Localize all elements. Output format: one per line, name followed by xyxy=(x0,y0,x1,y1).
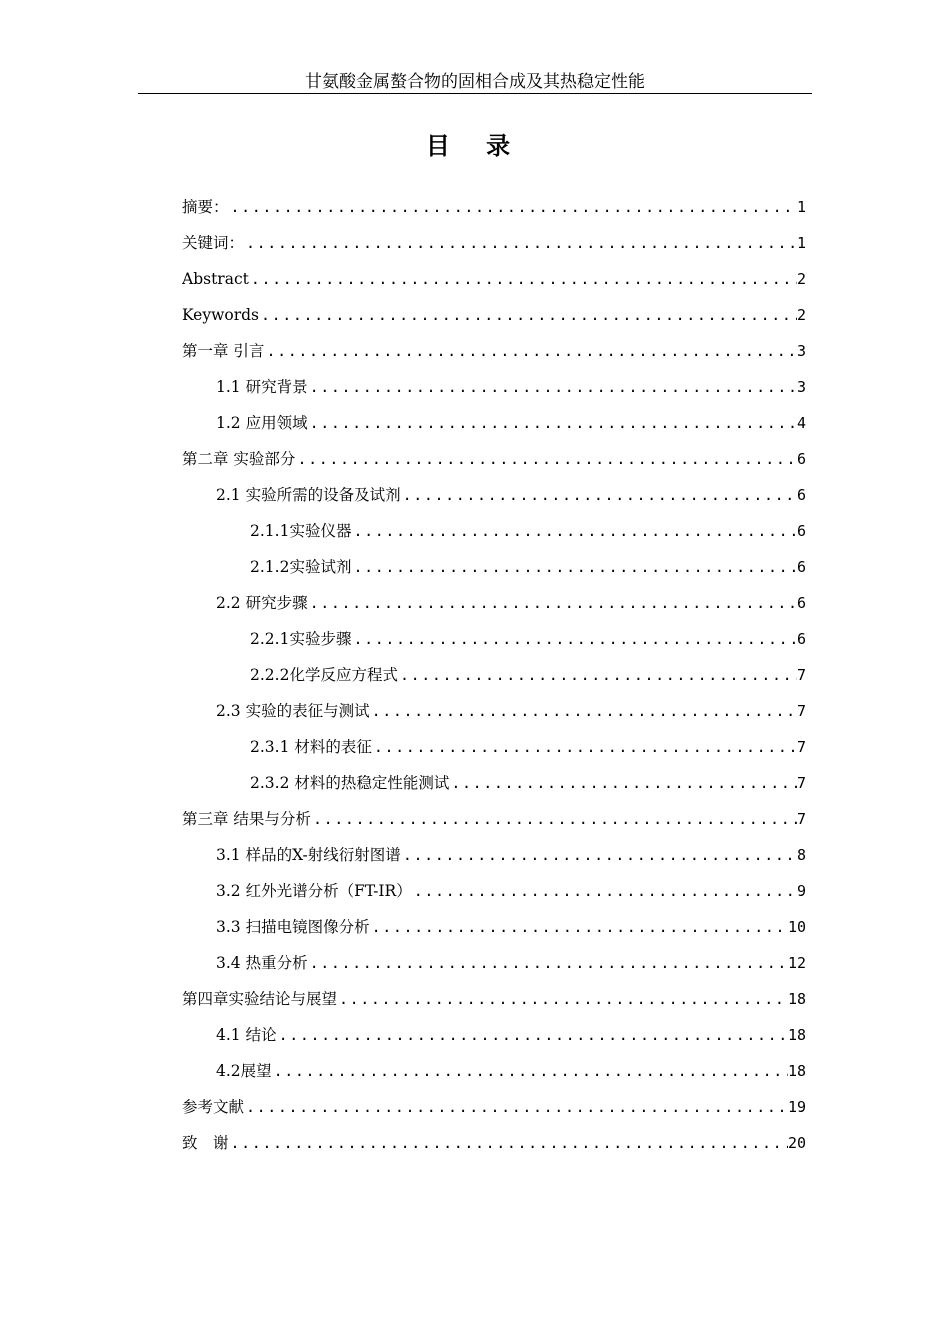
toc-entry[interactable] xyxy=(182,1125,806,1161)
toc-leader-dots xyxy=(351,549,797,585)
toc-entry-label: 2.3.1 材料的表征 xyxy=(250,738,372,756)
toc-entry-label: 2.2 研究步骤 xyxy=(216,594,308,612)
toc-entry[interactable] xyxy=(182,585,806,621)
toc-leader-dots xyxy=(449,765,797,801)
toc-entry[interactable] xyxy=(182,441,806,477)
toc-entry-label: 关键词： xyxy=(182,234,245,252)
toc-entry[interactable] xyxy=(182,1089,806,1125)
toc-leader-dots xyxy=(259,297,797,333)
toc-leader-dots xyxy=(264,333,797,369)
toc-leader-dots xyxy=(244,225,797,261)
toc-entry-page-number: 2 xyxy=(796,270,806,288)
toc-entry-page-number: 7 xyxy=(796,774,806,792)
toc-entry-label: 致 谢 xyxy=(182,1134,229,1152)
running-header: 甘氨酸金属螯合物的固相合成及其热稳定性能 xyxy=(305,72,645,92)
toc-entry-label: 3.1 样品的X-射线衍射图谱 xyxy=(216,846,401,864)
header-rule xyxy=(138,93,812,94)
toc-entry[interactable] xyxy=(182,225,806,261)
toc-entry-page-number: 1 xyxy=(796,198,806,216)
toc-entry-page-number: 7 xyxy=(796,702,806,720)
toc-leader-dots xyxy=(308,945,788,981)
toc-entry-page-number: 3 xyxy=(796,378,806,396)
toc-leader-dots xyxy=(244,1089,788,1125)
toc-entry-label: 第二章 实验部分 xyxy=(182,450,296,468)
toc-leader-dots xyxy=(370,909,788,945)
toc-entry-page-number: 19 xyxy=(787,1098,806,1116)
toc-entry-page-number: 18 xyxy=(787,1062,806,1080)
toc-leader-dots xyxy=(308,405,797,441)
toc-entry-page-number: 6 xyxy=(796,486,806,504)
toc-leader-dots xyxy=(308,369,797,405)
toc-entry[interactable] xyxy=(182,981,806,1017)
toc-entry[interactable] xyxy=(182,729,806,765)
toc-entry-label: 参考文献 xyxy=(182,1098,245,1116)
toc-leader-dots xyxy=(337,981,788,1017)
toc-entry-page-number: 6 xyxy=(796,594,806,612)
toc-leader-dots xyxy=(351,513,797,549)
toc-entry-label: Keywords xyxy=(182,306,259,324)
toc-leader-dots xyxy=(401,837,797,873)
toc-leader-dots xyxy=(229,189,797,225)
toc-entry[interactable] xyxy=(182,549,806,585)
toc-entry[interactable] xyxy=(182,297,806,333)
toc-entry[interactable] xyxy=(182,189,806,225)
toc-leader-dots xyxy=(401,477,797,513)
toc-entry-page-number: 8 xyxy=(796,846,806,864)
toc-leader-dots xyxy=(398,657,797,693)
toc-entry[interactable] xyxy=(182,333,806,369)
toc-entry-label: 2.1 实验所需的设备及试剂 xyxy=(216,486,401,504)
toc-entry[interactable] xyxy=(182,873,806,909)
toc-leader-dots xyxy=(308,585,797,621)
toc-entry-page-number: 12 xyxy=(787,954,806,972)
toc-entry-page-number: 4 xyxy=(796,414,806,432)
toc-entry[interactable] xyxy=(182,405,806,441)
toc-entry-page-number: 6 xyxy=(796,522,806,540)
toc-leader-dots xyxy=(249,261,797,297)
toc-entry[interactable] xyxy=(182,369,806,405)
toc-entry-label: 第四章实验结论与展望 xyxy=(182,990,338,1008)
toc-entry-page-number: 6 xyxy=(796,450,806,468)
toc-entry-page-number: 1 xyxy=(796,234,806,252)
toc-entry[interactable] xyxy=(182,801,806,837)
toc-entry[interactable] xyxy=(182,513,806,549)
toc-entry-label: 第三章 结果与分析 xyxy=(182,810,311,828)
toc-entry-page-number: 10 xyxy=(787,918,806,936)
toc-entry-label: 2.1.1实验仪器 xyxy=(250,522,352,540)
toc-entry-page-number: 20 xyxy=(787,1134,806,1152)
table-of-contents xyxy=(182,189,806,1161)
page-title: 目 录 xyxy=(425,132,525,160)
toc-entry[interactable] xyxy=(182,1017,806,1053)
toc-entry-page-number: 7 xyxy=(796,666,806,684)
toc-entry-page-number: 6 xyxy=(796,630,806,648)
toc-entry-label: 3.2 红外光谱分析（FT-IR） xyxy=(216,882,412,900)
toc-entry[interactable] xyxy=(182,621,806,657)
toc-entry[interactable] xyxy=(182,261,806,297)
toc-entry-label: Abstract xyxy=(182,270,249,288)
toc-entry[interactable] xyxy=(182,945,806,981)
toc-entry-page-number: 3 xyxy=(796,342,806,360)
toc-entry-page-number: 7 xyxy=(796,810,806,828)
toc-entry-page-number: 6 xyxy=(796,558,806,576)
toc-entry-page-number: 2 xyxy=(796,306,806,324)
toc-entry-label: 摘要： xyxy=(182,198,229,216)
toc-leader-dots xyxy=(372,729,797,765)
toc-entry-label: 1.2 应用领域 xyxy=(216,414,308,432)
toc-entry-label: 2.2.2化学反应方程式 xyxy=(250,666,398,684)
toc-entry-label: 4.1 结论 xyxy=(216,1026,277,1044)
toc-leader-dots xyxy=(277,1017,788,1053)
toc-entry-label: 第一章 引言 xyxy=(182,342,265,360)
toc-entry-label: 3.3 扫描电镜图像分析 xyxy=(216,918,370,936)
toc-leader-dots xyxy=(351,621,797,657)
toc-leader-dots xyxy=(370,693,797,729)
toc-entry[interactable] xyxy=(182,657,806,693)
toc-entry-page-number: 9 xyxy=(796,882,806,900)
toc-entry-label: 3.4 热重分析 xyxy=(216,954,308,972)
toc-entry-page-number: 18 xyxy=(787,990,806,1008)
toc-leader-dots xyxy=(272,1053,788,1089)
toc-leader-dots xyxy=(311,801,797,837)
toc-entry-label: 2.1.2实验试剂 xyxy=(250,558,352,576)
toc-entry-page-number: 18 xyxy=(787,1026,806,1044)
toc-entry-label: 2.2.1实验步骤 xyxy=(250,630,352,648)
toc-entry[interactable] xyxy=(182,909,806,945)
toc-entry[interactable] xyxy=(182,765,806,801)
toc-leader-dots xyxy=(229,1125,788,1161)
toc-entry[interactable] xyxy=(182,1053,806,1089)
toc-leader-dots xyxy=(295,441,797,477)
toc-entry-label: 1.1 研究背景 xyxy=(216,378,308,396)
toc-entry[interactable] xyxy=(182,837,806,873)
toc-leader-dots xyxy=(412,873,797,909)
toc-entry-label: 2.3 实验的表征与测试 xyxy=(216,702,370,720)
toc-entry-page-number: 7 xyxy=(796,738,806,756)
toc-entry-label: 4.2展望 xyxy=(216,1062,272,1080)
toc-entry-label: 2.3.2 材料的热稳定性能测试 xyxy=(250,774,450,792)
toc-entry[interactable] xyxy=(182,693,806,729)
toc-entry[interactable] xyxy=(182,477,806,513)
